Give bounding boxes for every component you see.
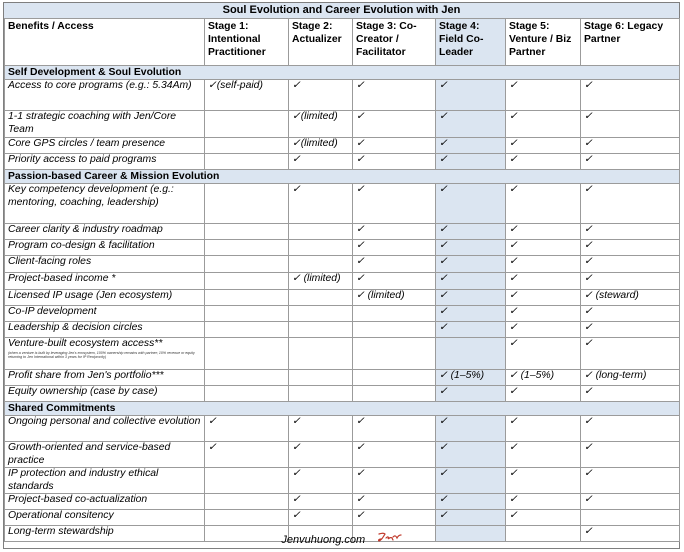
stage-6-cell: ✓ — [581, 111, 680, 138]
stage-matrix-table — [4, 18, 680, 542]
stage-5-cell: ✓ — [506, 224, 581, 240]
stage-5-cell: ✓ — [506, 494, 581, 510]
stage-5-cell: ✓ — [506, 306, 581, 322]
stage-2-cell: ✓ — [289, 494, 353, 510]
stage-5-cell: ✓ — [506, 111, 581, 138]
benefit-label — [5, 184, 205, 224]
header-stage-2: Stage 2: Actualizer — [289, 19, 353, 66]
footer-website[interactable]: Jenvuhuong.com — [281, 534, 366, 547]
stage-6-cell: ✓ — [581, 306, 680, 322]
benefit-label-text: Priority access to paid programs — [8, 154, 157, 165]
stage-5-cell: ✓ — [506, 442, 581, 468]
stage-1-cell — [205, 256, 289, 273]
stage-6-cell: ✓ — [581, 442, 680, 468]
stage-6-cell: ✓ — [581, 154, 680, 170]
stage-6-cell — [581, 510, 680, 526]
benefit-label-text: Client-facing roles — [8, 256, 92, 267]
stage-5-cell: ✓ — [506, 240, 581, 256]
table-row — [5, 468, 680, 494]
table-row — [5, 273, 680, 290]
stage-2-cell — [289, 306, 353, 322]
benefit-label-text: Co-IP development — [8, 306, 97, 317]
stage-5-cell: ✓ — [506, 510, 581, 526]
stage-4-cell: ✓ — [436, 468, 506, 494]
stage-4-cell: ✓ — [436, 306, 506, 322]
benefit-label-text: Career clarity & industry roadmap — [8, 224, 163, 235]
benefit-label-text: Project-based co-actualization — [8, 494, 148, 505]
header-stage-4: Stage 4: Field Co-Leader — [436, 19, 506, 66]
stage-3-cell: ✓ — [353, 111, 436, 138]
stage-5-cell: ✓ — [506, 290, 581, 306]
table-row — [5, 111, 680, 138]
stage-3-cell: ✓ — [353, 184, 436, 224]
stage-4-cell: ✓ — [436, 111, 506, 138]
benefit-label — [5, 370, 205, 386]
stage-4-cell: ✓ — [436, 138, 506, 154]
stage-6-cell: ✓ — [581, 386, 680, 402]
stage-2-cell — [289, 224, 353, 240]
stage-1-cell — [205, 290, 289, 306]
table-row — [5, 386, 680, 402]
benefit-label — [5, 273, 205, 290]
table-row — [5, 442, 680, 468]
stage-5-cell: ✓ — [506, 138, 581, 154]
stage-6-cell: ✓ — [581, 322, 680, 338]
stage-5-cell: ✓ — [506, 273, 581, 290]
stage-5-cell: ✓ — [506, 154, 581, 170]
benefit-label — [5, 111, 205, 138]
stage-6-cell: ✓ — [581, 80, 680, 111]
stage-1-cell — [205, 468, 289, 494]
section-career-evolution — [5, 170, 680, 184]
stage-1-cell — [205, 184, 289, 224]
stage-1-cell — [205, 240, 289, 256]
table-row — [5, 240, 680, 256]
stage-4-cell: ✓ — [436, 386, 506, 402]
stage-1-cell — [205, 370, 289, 386]
stage-4-cell: ✓ — [436, 184, 506, 224]
stage-2-cell — [289, 290, 353, 306]
section-heading: Shared Commitments — [5, 402, 680, 416]
stage-4-cell: ✓ — [436, 290, 506, 306]
benefit-label-text: Leadership & decision circles — [8, 322, 143, 333]
benefit-label — [5, 468, 205, 494]
stage-1-cell: ✓ — [205, 416, 289, 442]
header-benefits: Benefits / Access — [5, 19, 205, 66]
benefit-label — [5, 256, 205, 273]
stage-6-cell: ✓ — [581, 184, 680, 224]
table-row — [5, 184, 680, 224]
table-row — [5, 510, 680, 526]
stage-1-cell — [205, 386, 289, 402]
stage-3-cell: ✓ — [353, 154, 436, 170]
table-row — [5, 338, 680, 370]
stage-2-cell: ✓ — [289, 80, 353, 111]
stage-5-cell: ✓ — [506, 468, 581, 494]
benefit-label-text: Long-term stewardship — [8, 526, 114, 537]
table-row — [5, 80, 680, 111]
stage-3-cell: ✓ — [353, 494, 436, 510]
table-row — [5, 256, 680, 273]
stage-1-cell — [205, 338, 289, 370]
stage-6-cell: ✓ — [581, 494, 680, 510]
stage-4-cell: ✓ — [436, 240, 506, 256]
section-heading: Passion-based Career & Mission Evolution — [5, 170, 680, 184]
stage-6-cell: ✓ — [581, 224, 680, 240]
stage-4-cell: ✓ — [436, 510, 506, 526]
header-row — [5, 19, 680, 66]
stage-2-cell — [289, 370, 353, 386]
stage-1-cell — [205, 154, 289, 170]
stage-1-cell — [205, 111, 289, 138]
stage-2-cell: ✓ — [289, 442, 353, 468]
benefit-label — [5, 386, 205, 402]
stage-3-cell: ✓ — [353, 240, 436, 256]
benefit-label-text: 1-1 strategic coaching with Jen/Core Team — [8, 111, 177, 135]
benefit-label-text: Licensed IP usage (Jen ecosystem) — [8, 290, 173, 301]
table-row — [5, 494, 680, 510]
stage-2-cell: ✓ — [289, 184, 353, 224]
header-stage-3: Stage 3: Co-Creator / Facilitator — [353, 19, 436, 66]
benefit-label — [5, 154, 205, 170]
stage-3-cell: ✓ — [353, 510, 436, 526]
benefit-label — [5, 138, 205, 154]
stage-2-cell — [289, 338, 353, 370]
table-row — [5, 322, 680, 338]
stage-5-cell: ✓ — [506, 80, 581, 111]
stage-4-cell: ✓ — [436, 442, 506, 468]
benefit-label — [5, 510, 205, 526]
benefit-label-text: Growth-oriented and service-based practice — [8, 442, 171, 466]
footer — [4, 530, 679, 548]
benefit-label-text: Equity ownership (case by case) — [8, 386, 158, 397]
stage-2-cell: ✓ — [289, 416, 353, 442]
stage-1-cell — [205, 306, 289, 322]
stage-3-cell: ✓ — [353, 138, 436, 154]
stage-1-cell: ✓ — [205, 442, 289, 468]
stage-5-cell: ✓ — [506, 416, 581, 442]
stage-1-cell — [205, 138, 289, 154]
stage-2-cell — [289, 322, 353, 338]
benefit-label-text: Access to core programs (e.g.: 5.34Am) — [8, 80, 192, 91]
stage-5-cell: ✓ (1–5%) — [506, 370, 581, 386]
benefit-label-text: Venture-built ecosystem access** — [8, 338, 163, 349]
table-row — [5, 416, 680, 442]
stage-3-cell: ✓ — [353, 256, 436, 273]
stage-5-cell: ✓ — [506, 184, 581, 224]
table-row — [5, 306, 680, 322]
stage-2-cell: ✓(limited) — [289, 111, 353, 138]
benefit-label — [5, 224, 205, 240]
stage-6-cell: ✓ — [581, 468, 680, 494]
stage-4-cell: ✓ (1–5%) — [436, 370, 506, 386]
stage-4-cell — [436, 338, 506, 370]
stage-3-cell: ✓ — [353, 416, 436, 442]
header-stage-6: Stage 6: Legacy Partner — [581, 19, 680, 66]
header-stage-5: Stage 5: Venture / Biz Partner — [506, 19, 581, 66]
stage-2-cell: ✓ — [289, 510, 353, 526]
stage-1-cell — [205, 494, 289, 510]
section-heading: Self Development & Soul Evolution — [5, 66, 680, 80]
benefit-label — [5, 338, 205, 370]
stage-5-cell: ✓ — [506, 386, 581, 402]
signature-logo — [376, 530, 402, 548]
table-row — [5, 290, 680, 306]
stage-3-cell: ✓ — [353, 468, 436, 494]
benefit-label-text: IP protection and industry ethical standards — [8, 468, 159, 492]
stage-3-cell — [353, 338, 436, 370]
stage-2-cell: ✓(limited) — [289, 138, 353, 154]
table-row — [5, 224, 680, 240]
benefit-footnote: (when a venture is built by leveraging Jen's ecosystem, 100% ownership remains with partner; 10% revenue or equity returning to Jen International within 3 years for IP Reciprocity) — [8, 350, 195, 359]
benefit-label-text: Profit share from Jen's portfolio*** — [8, 370, 164, 381]
stage-6-cell: ✓ — [581, 416, 680, 442]
stage-4-cell: ✓ — [436, 273, 506, 290]
stage-1-cell — [205, 510, 289, 526]
stage-3-cell: ✓ — [353, 80, 436, 111]
stage-6-cell: ✓ — [581, 338, 680, 370]
stage-4-cell: ✓ — [436, 256, 506, 273]
stage-1-cell — [205, 322, 289, 338]
matrix-frame — [3, 2, 680, 549]
section-shared-commitments — [5, 402, 680, 416]
stage-2-cell — [289, 386, 353, 402]
benefit-label — [5, 240, 205, 256]
matrix-title: Soul Evolution and Career Evolution with Jen — [4, 3, 679, 19]
stage-4-cell: ✓ — [436, 416, 506, 442]
header-stage-1: Stage 1: Intentional Practitioner — [205, 19, 289, 66]
benefit-label — [5, 290, 205, 306]
stage-4-cell: ✓ — [436, 80, 506, 111]
benefit-label-text: Ongoing personal and collective evolution — [8, 416, 201, 427]
benefit-label — [5, 80, 205, 111]
stage-1-cell: ✓(self-paid) — [205, 80, 289, 111]
stage-6-cell: ✓ — [581, 138, 680, 154]
stage-2-cell: ✓ — [289, 154, 353, 170]
benefit-label-text: Project-based income * — [8, 273, 116, 284]
stage-2-cell: ✓ — [289, 468, 353, 494]
stage-4-cell: ✓ — [436, 494, 506, 510]
stage-3-cell: ✓ — [353, 442, 436, 468]
stage-6-cell: ✓ (long-term) — [581, 370, 680, 386]
benefit-label — [5, 322, 205, 338]
stage-6-cell: ✓ — [581, 526, 680, 542]
stage-6-cell: ✓ (steward) — [581, 290, 680, 306]
benefit-label-text: Program co-design & facilitation — [8, 240, 155, 251]
benefit-label — [5, 306, 205, 322]
benefit-label — [5, 442, 205, 468]
stage-4-cell: ✓ — [436, 224, 506, 240]
benefit-label-text: Key competency development (e.g.: mentoring, coaching, leadership) — [8, 184, 174, 208]
section-self-development — [5, 66, 680, 80]
stage-3-cell: ✓ — [353, 224, 436, 240]
stage-5-cell: ✓ — [506, 322, 581, 338]
stage-1-cell — [205, 273, 289, 290]
stage-6-cell: ✓ — [581, 273, 680, 290]
stage-4-cell: ✓ — [436, 322, 506, 338]
benefit-label-text: Core GPS circles / team presence — [8, 138, 166, 149]
benefit-label — [5, 494, 205, 510]
stage-6-cell: ✓ — [581, 240, 680, 256]
benefit-label-text: Operational consitency — [8, 510, 114, 521]
stage-5-cell: ✓ — [506, 338, 581, 370]
table-row — [5, 370, 680, 386]
table-row — [5, 138, 680, 154]
stage-3-cell — [353, 370, 436, 386]
stage-3-cell — [353, 306, 436, 322]
benefit-label — [5, 416, 205, 442]
stage-4-cell: ✓ — [436, 154, 506, 170]
table-row — [5, 154, 680, 170]
stage-3-cell — [353, 386, 436, 402]
stage-2-cell — [289, 256, 353, 273]
stage-6-cell: ✓ — [581, 256, 680, 273]
stage-3-cell: ✓ — [353, 273, 436, 290]
stage-5-cell: ✓ — [506, 256, 581, 273]
stage-3-cell: ✓ (limited) — [353, 290, 436, 306]
stage-2-cell: ✓ (limited) — [289, 273, 353, 290]
stage-3-cell — [353, 322, 436, 338]
stage-1-cell — [205, 224, 289, 240]
stage-2-cell — [289, 240, 353, 256]
